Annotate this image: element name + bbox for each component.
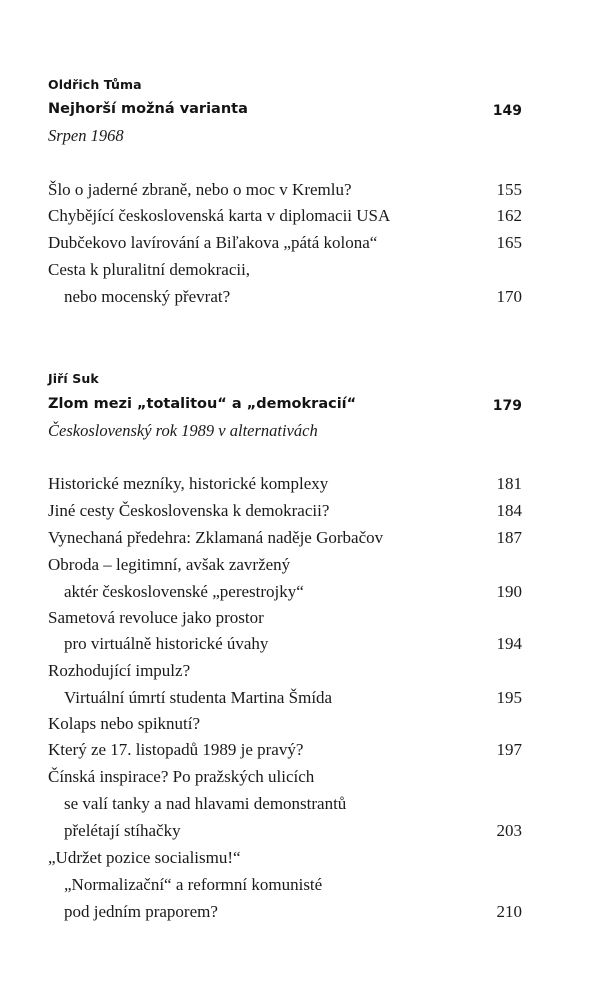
section-title: Nejhorší možná varianta [48, 101, 248, 117]
toc-entry-page: 165 [496, 233, 522, 252]
toc-entry-title: „Udržet pozice socialismu!“ [48, 848, 241, 867]
section-page-number: 179 [492, 398, 522, 414]
toc-entry-title: Rozhodující impulz? [48, 661, 191, 680]
toc-entry-page: 184 [496, 501, 522, 520]
toc-entry-title: Vynechaná předehra: Zklamaná naděje Gorbačov [48, 528, 384, 547]
toc-entry-page: 210 [496, 902, 522, 921]
toc-entry-title: Šlo o jaderné zbraně, nebo o moc v Kremlu? [48, 180, 352, 199]
toc-entry-page: 195 [496, 688, 522, 707]
toc-entry-title: Čínská inspirace? Po pražských ulicích [48, 767, 315, 786]
toc-entry-title: přelétají stíhačky [64, 821, 181, 840]
toc-entry-page: 194 [496, 634, 522, 653]
toc-entry-title: Obroda – legitimní, avšak zavržený [48, 555, 291, 574]
section-page-number: 149 [492, 103, 522, 119]
toc-entry-title: „Normalizační“ a reformní komunisté [64, 875, 323, 894]
toc-entry-title: Virtuální úmrtí studenta Martina Šmída [64, 688, 333, 707]
toc-entry-page: 162 [496, 206, 522, 225]
toc-entry-title: se valí tanky a nad hlavami demonstrantů [64, 794, 347, 813]
toc-entry-title: Sametová revoluce jako prostor [48, 608, 264, 627]
toc-entry-title: Který ze 17. listopadů 1989 je pravý? [48, 740, 304, 759]
toc-entry-title: Dubčekovo lavírování a Biľakova „pátá kolona“ [48, 233, 378, 252]
toc-entry-page: 203 [496, 821, 522, 840]
toc-entry-page: 197 [496, 740, 522, 759]
toc-entry-title: Cesta k pluralitní demokracii, [48, 260, 251, 279]
toc-entry-title: pod jedním praporem? [64, 902, 218, 921]
toc-entry-page: 190 [496, 582, 522, 601]
toc-entry-page: 181 [496, 474, 522, 493]
section-subtitle: Československý rok 1989 v alternativách [48, 421, 318, 440]
toc-entry-title: Chybějící československá karta v diplomacii USA [48, 206, 391, 225]
toc-entry-page: 155 [496, 180, 522, 199]
toc-entry-title: Jiné cesty Československa k demokracii? [48, 501, 330, 520]
toc-entry-page: 170 [496, 287, 522, 306]
section-subtitle: Srpen 1968 [48, 126, 124, 145]
toc-entry-title: nebo mocenský převrat? [64, 287, 231, 306]
section-title: Zlom mezi „totalitou“ a „demokracií“ [48, 396, 357, 412]
section-author: Oldřich Tůma [48, 77, 142, 92]
toc-entry-title: Historické mezníky, historické komplexy [48, 474, 329, 493]
toc-entry-title: Kolaps nebo spiknutí? [48, 714, 201, 733]
toc-entry-title: aktér československé „perestrojky“ [64, 582, 304, 601]
section-author: Jiří Suk [48, 371, 99, 386]
toc-entry-page: 187 [496, 528, 522, 547]
toc-entry-title: pro virtuálně historické úvahy [64, 634, 269, 653]
